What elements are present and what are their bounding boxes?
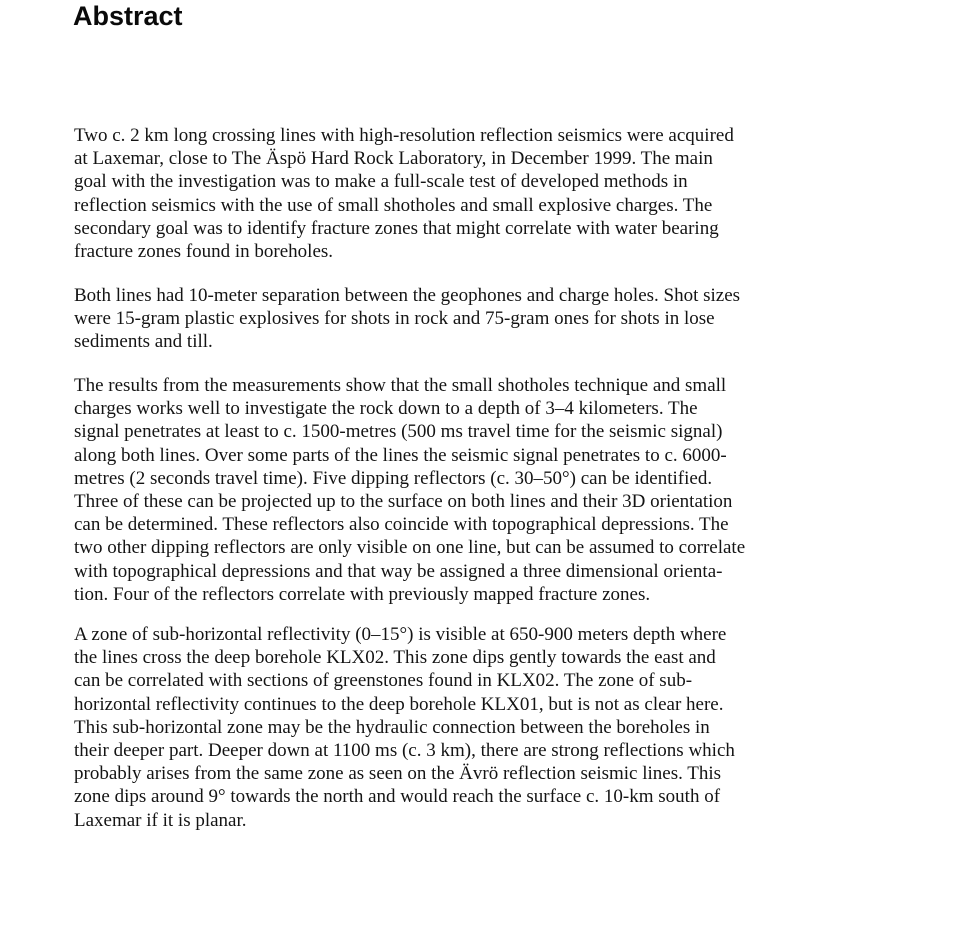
paragraph-line: two other dipping reflectors are only visible on one line, but can be assumed to correlate bbox=[74, 537, 746, 559]
paragraph-3 bbox=[74, 374, 745, 606]
paragraph-line: This sub-horizontal zone may be the hydraulic connection between the boreholes in bbox=[74, 716, 710, 738]
paragraph-line: Three of these can be projected up to the surface on both lines and their 3D orientation bbox=[74, 491, 733, 513]
paragraph-line: The results from the measurements show that the small shotholes technique and small bbox=[74, 375, 727, 396]
paragraph-line: sediments and till. bbox=[74, 331, 213, 353]
paragraph-line: secondary goal was to identify fracture zones that might correlate with water bearing bbox=[74, 217, 719, 239]
paragraph-line: were 15-gram plastic explosives for shots in rock and 75-gram ones for shots in lose bbox=[74, 308, 715, 330]
paragraph-line: with topographical depressions and that way be assigned a three dimensional orienta- bbox=[74, 560, 723, 582]
paragraph-line: along both lines. Over some parts of the lines the seismic signal penetrates to c. 6000- bbox=[74, 444, 727, 466]
paragraph-line: signal penetrates at least to c. 1500-metres (500 ms travel time for the seismic signal) bbox=[74, 421, 723, 443]
paragraph-4 bbox=[74, 623, 735, 832]
paragraph-line: A zone of sub-horizontal reflectivity (0–15°) is visible at 650-900 meters depth where bbox=[74, 624, 727, 645]
paragraph-line: probably arises from the same zone as seen on the Ävrö reflection seismic lines. This bbox=[74, 763, 722, 785]
paragraph-line: reflection seismics with the use of small shotholes and small explosive charges. The bbox=[74, 194, 713, 216]
section-heading: Abstract bbox=[73, 1, 183, 31]
paragraph-line: can be correlated with sections of greenstones found in KLX02. The zone of sub- bbox=[74, 670, 693, 692]
paragraph-line: charges works well to investigate the rock down to a depth of 3–4 kilometers. The bbox=[74, 398, 698, 420]
paragraph-line: goal with the investigation was to make a full-scale test of developed methods in bbox=[74, 171, 688, 193]
paragraph-2 bbox=[74, 284, 740, 354]
paragraph-line: horizontal reflectivity continues to the deep borehole KLX01, but is not as clear here. bbox=[74, 693, 724, 715]
paragraph-line: the lines cross the deep borehole KLX02. This zone dips gently towards the east and bbox=[74, 647, 716, 669]
paragraph-line: their deeper part. Deeper down at 1100 ms (c. 3 km), there are strong reflections which bbox=[74, 740, 735, 762]
paragraph-line: zone dips around 9° towards the north and would reach the surface c. 10-km south of bbox=[74, 786, 721, 808]
paragraph-1 bbox=[74, 124, 734, 263]
paragraph-line: tion. Four of the reflectors correlate with previously mapped fracture zones. bbox=[74, 583, 651, 605]
paragraph-line: can be determined. These reflectors also coincide with topographical depressions. The bbox=[74, 514, 729, 536]
paragraph-line: Laxemar if it is planar. bbox=[74, 809, 247, 831]
paragraph-line: metres (2 seconds travel time). Five dipping reflectors (c. 30–50°) can be identified. bbox=[74, 467, 713, 489]
paragraph-line: fracture zones found in boreholes. bbox=[74, 241, 334, 263]
paragraph-line: Two c. 2 km long crossing lines with high-resolution reflection seismics were acquired bbox=[74, 125, 734, 146]
paragraph-line: at Laxemar, close to The Äspö Hard Rock Laboratory, in December 1999. The main bbox=[74, 148, 713, 170]
paragraph-line: Both lines had 10-meter separation between the geophones and charge holes. Shot sizes bbox=[74, 285, 741, 306]
